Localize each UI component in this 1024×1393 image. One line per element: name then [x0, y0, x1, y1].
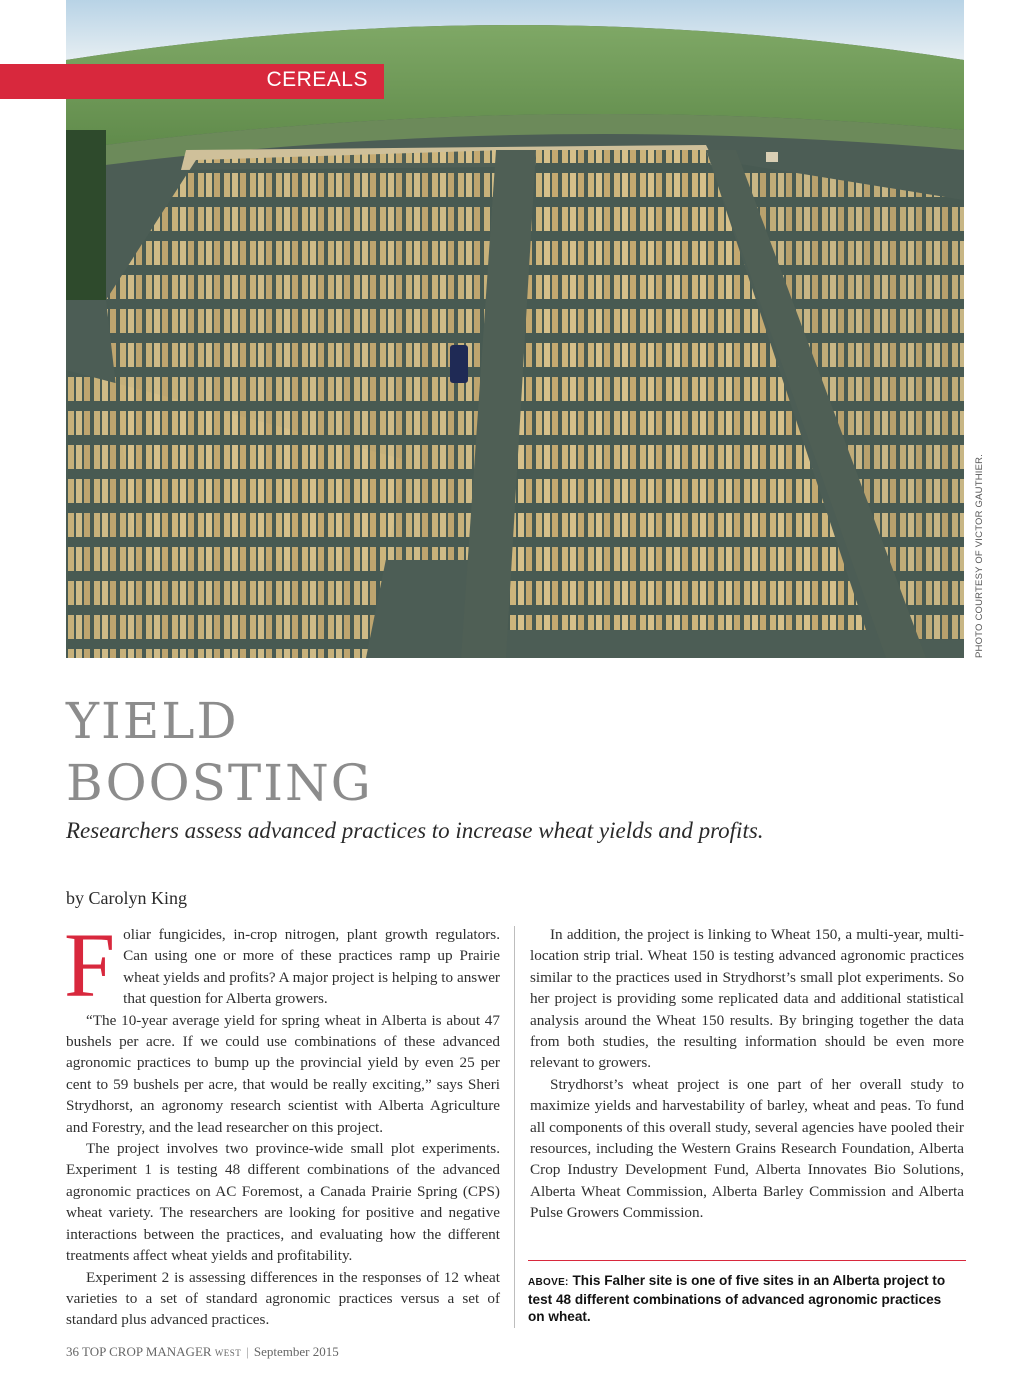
- body-paragraph: The project involves two province-wide small plot experiments. Experiment 1 is testing 48 different combinations of the advanced agronomic practices on AC Foremost, a Canada Prairie Spring (CPS) wheat variety. The researchers are looking for positive and negative interactions between the practices, and evaluating how the different treatments affect wheat yields and profitability.: [66, 1140, 500, 1265]
- body-paragraph: “The 10-year average yield for spring wheat in Alberta is about 47 bushels per acre. If we could use combinations of these advanced agronomic practices to bump up the provincial yield by even 25 per cent to 59 bushels per acre, that would be really exciting,” says Sheri Strydhorst, an agronomy research scientist with Alberta Agriculture and Forestry, and the lead researcher on this project.: [66, 1011, 500, 1136]
- title-line-1: YIELD: [66, 692, 239, 750]
- page-footer: [66, 1344, 339, 1360]
- page-number: 36: [66, 1344, 79, 1359]
- body-paragraph: Strydhorst’s wheat project is one part of her overall study to maximize yields and harvestability of barley, wheat and peas. To fund all components of this overall study, several agencies have pooled their resources, including the Western Grains Research Foundation, Alberta Crop Industry Development Fund, Alberta Innovates Bio Solutions, Alberta Wheat Commission, Alberta Barley Commission and Alberta Pulse Growers Commission.: [530, 1075, 964, 1222]
- body-column-left: [64, 914, 500, 1331]
- body-paragraph: In addition, the project is linking to Wheat 150, a multi-year, multi-location strip trial. Wheat 150 is testing advanced agronomic practices similar to the practices used in Strydhorst’s small plot experiments. So her project is providing some replicated data and additional statistical analysis around the Wheat 150 results. By bringing together the data from both studies, the resulting information should be even more relevant to growers.: [530, 926, 964, 1072]
- byline: by Carolyn King: [66, 888, 187, 908]
- lead-text: oliar fungicides, in-crop nitrogen, plant growth regulators. Can using one or more of these practices ramp up Prairie wheat yields and profits? A major project is helping to answer that question for Alberta growers.: [123, 926, 500, 1008]
- article-deck: Researchers assess advanced practices to increase wheat yields and profits.: [66, 818, 764, 843]
- caption-text: This Falher site is one of five sites in an Alberta project to test 48 different combinations of advanced agronomic practices on wheat.: [528, 1273, 946, 1324]
- section-label: CEREALS: [266, 68, 368, 91]
- section-tab: [0, 64, 384, 99]
- drop-cap: F: [64, 914, 116, 1016]
- magazine-edition: WEST: [214, 1348, 242, 1358]
- column-divider: [514, 926, 515, 1328]
- body-column-right: [530, 924, 964, 1224]
- caption-label: ABOVE:: [528, 1277, 569, 1288]
- body-paragraph: [64, 914, 500, 1016]
- photo-caption: [528, 1272, 958, 1325]
- issue-date: September 2015: [253, 1344, 339, 1359]
- photo-credit: PHOTO COURTESY OF VICTOR GAUTHIER.: [974, 453, 985, 658]
- body-paragraph: Experiment 2 is assessing differences in the responses of 12 wheat varieties to a set of standard agronomic practices versus a set of standard plus advanced practices.: [66, 1268, 500, 1329]
- magazine-name: TOP CROP MANAGER: [82, 1344, 212, 1359]
- title-line-2: BOOSTING: [66, 754, 373, 812]
- caption-rule: [528, 1260, 966, 1261]
- article-title: [66, 690, 373, 814]
- footer-separator: |: [246, 1344, 249, 1359]
